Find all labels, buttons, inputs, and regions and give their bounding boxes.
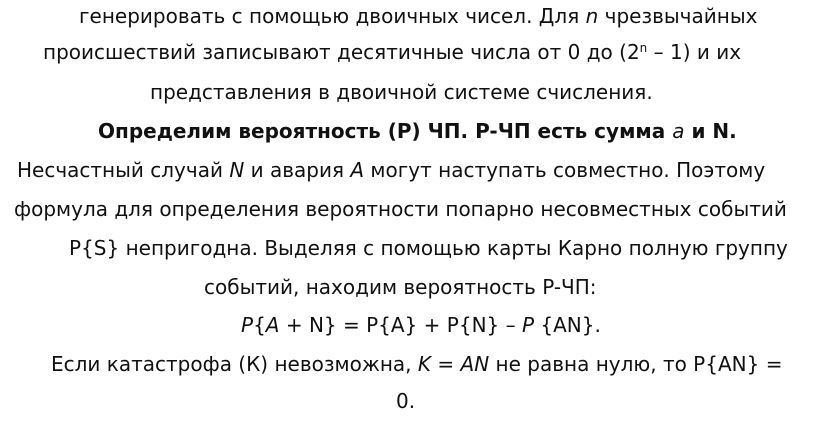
text-span: могут наступать совместно. Поэтому: [364, 158, 766, 182]
text-span: чрезвычайных: [598, 4, 758, 28]
heading-line: [98, 118, 737, 144]
paragraph2-line3: P{S} непригодна. Выделяя с помощью карты Карно полную группу: [69, 236, 788, 260]
variable-a: a: [672, 119, 685, 143]
paragraph2-line1: [17, 157, 765, 183]
variable-N: N: [229, 158, 245, 182]
text-span: происшествий записывают десятичные числа от 0 до (2: [43, 40, 640, 64]
paragraph2-line4: событий, находим вероятность P-ЧП:: [204, 275, 597, 299]
variable-A: A: [350, 158, 365, 182]
variable-A: A: [265, 313, 280, 337]
text-span: + N} = P{A} + P{N} –: [279, 313, 522, 337]
text-span: не равна нулю, то P{AN} =: [489, 352, 783, 376]
text-span: Определим вероятность (P) ЧП. P-ЧП есть сумма: [98, 119, 673, 143]
variable-K: K: [417, 352, 432, 376]
text-span: Несчастный случай: [17, 158, 230, 182]
variable-n: n: [585, 4, 599, 28]
text-span: {AN}.: [534, 313, 601, 337]
paragraph3-line2: 0.: [396, 389, 416, 413]
paragraph1-line2: [43, 39, 741, 65]
text-span: Если катастрофа (К) невозможна,: [51, 352, 418, 376]
text-span: и авария: [244, 158, 351, 182]
variable-AN: AN: [460, 352, 490, 376]
paragraph1-line3: представления в двоичной системе счисления.: [150, 80, 653, 104]
variable-P: P: [521, 313, 535, 337]
text-span: и N.: [684, 119, 737, 143]
text-span: генерировать с помощью двоичных чисел. Для: [79, 4, 586, 28]
text-span: – 1) и их: [647, 40, 742, 64]
text-span: {: [253, 313, 266, 337]
text-span: =: [431, 352, 461, 376]
formula-line: [241, 312, 601, 338]
variable-P: P: [241, 313, 254, 337]
paragraph3-line1: [51, 351, 782, 377]
superscript-n: n: [639, 41, 648, 55]
paragraph1-line1: [79, 3, 757, 29]
paragraph2-line2: формула для определения вероятности попарно несовместных событий: [14, 197, 787, 221]
